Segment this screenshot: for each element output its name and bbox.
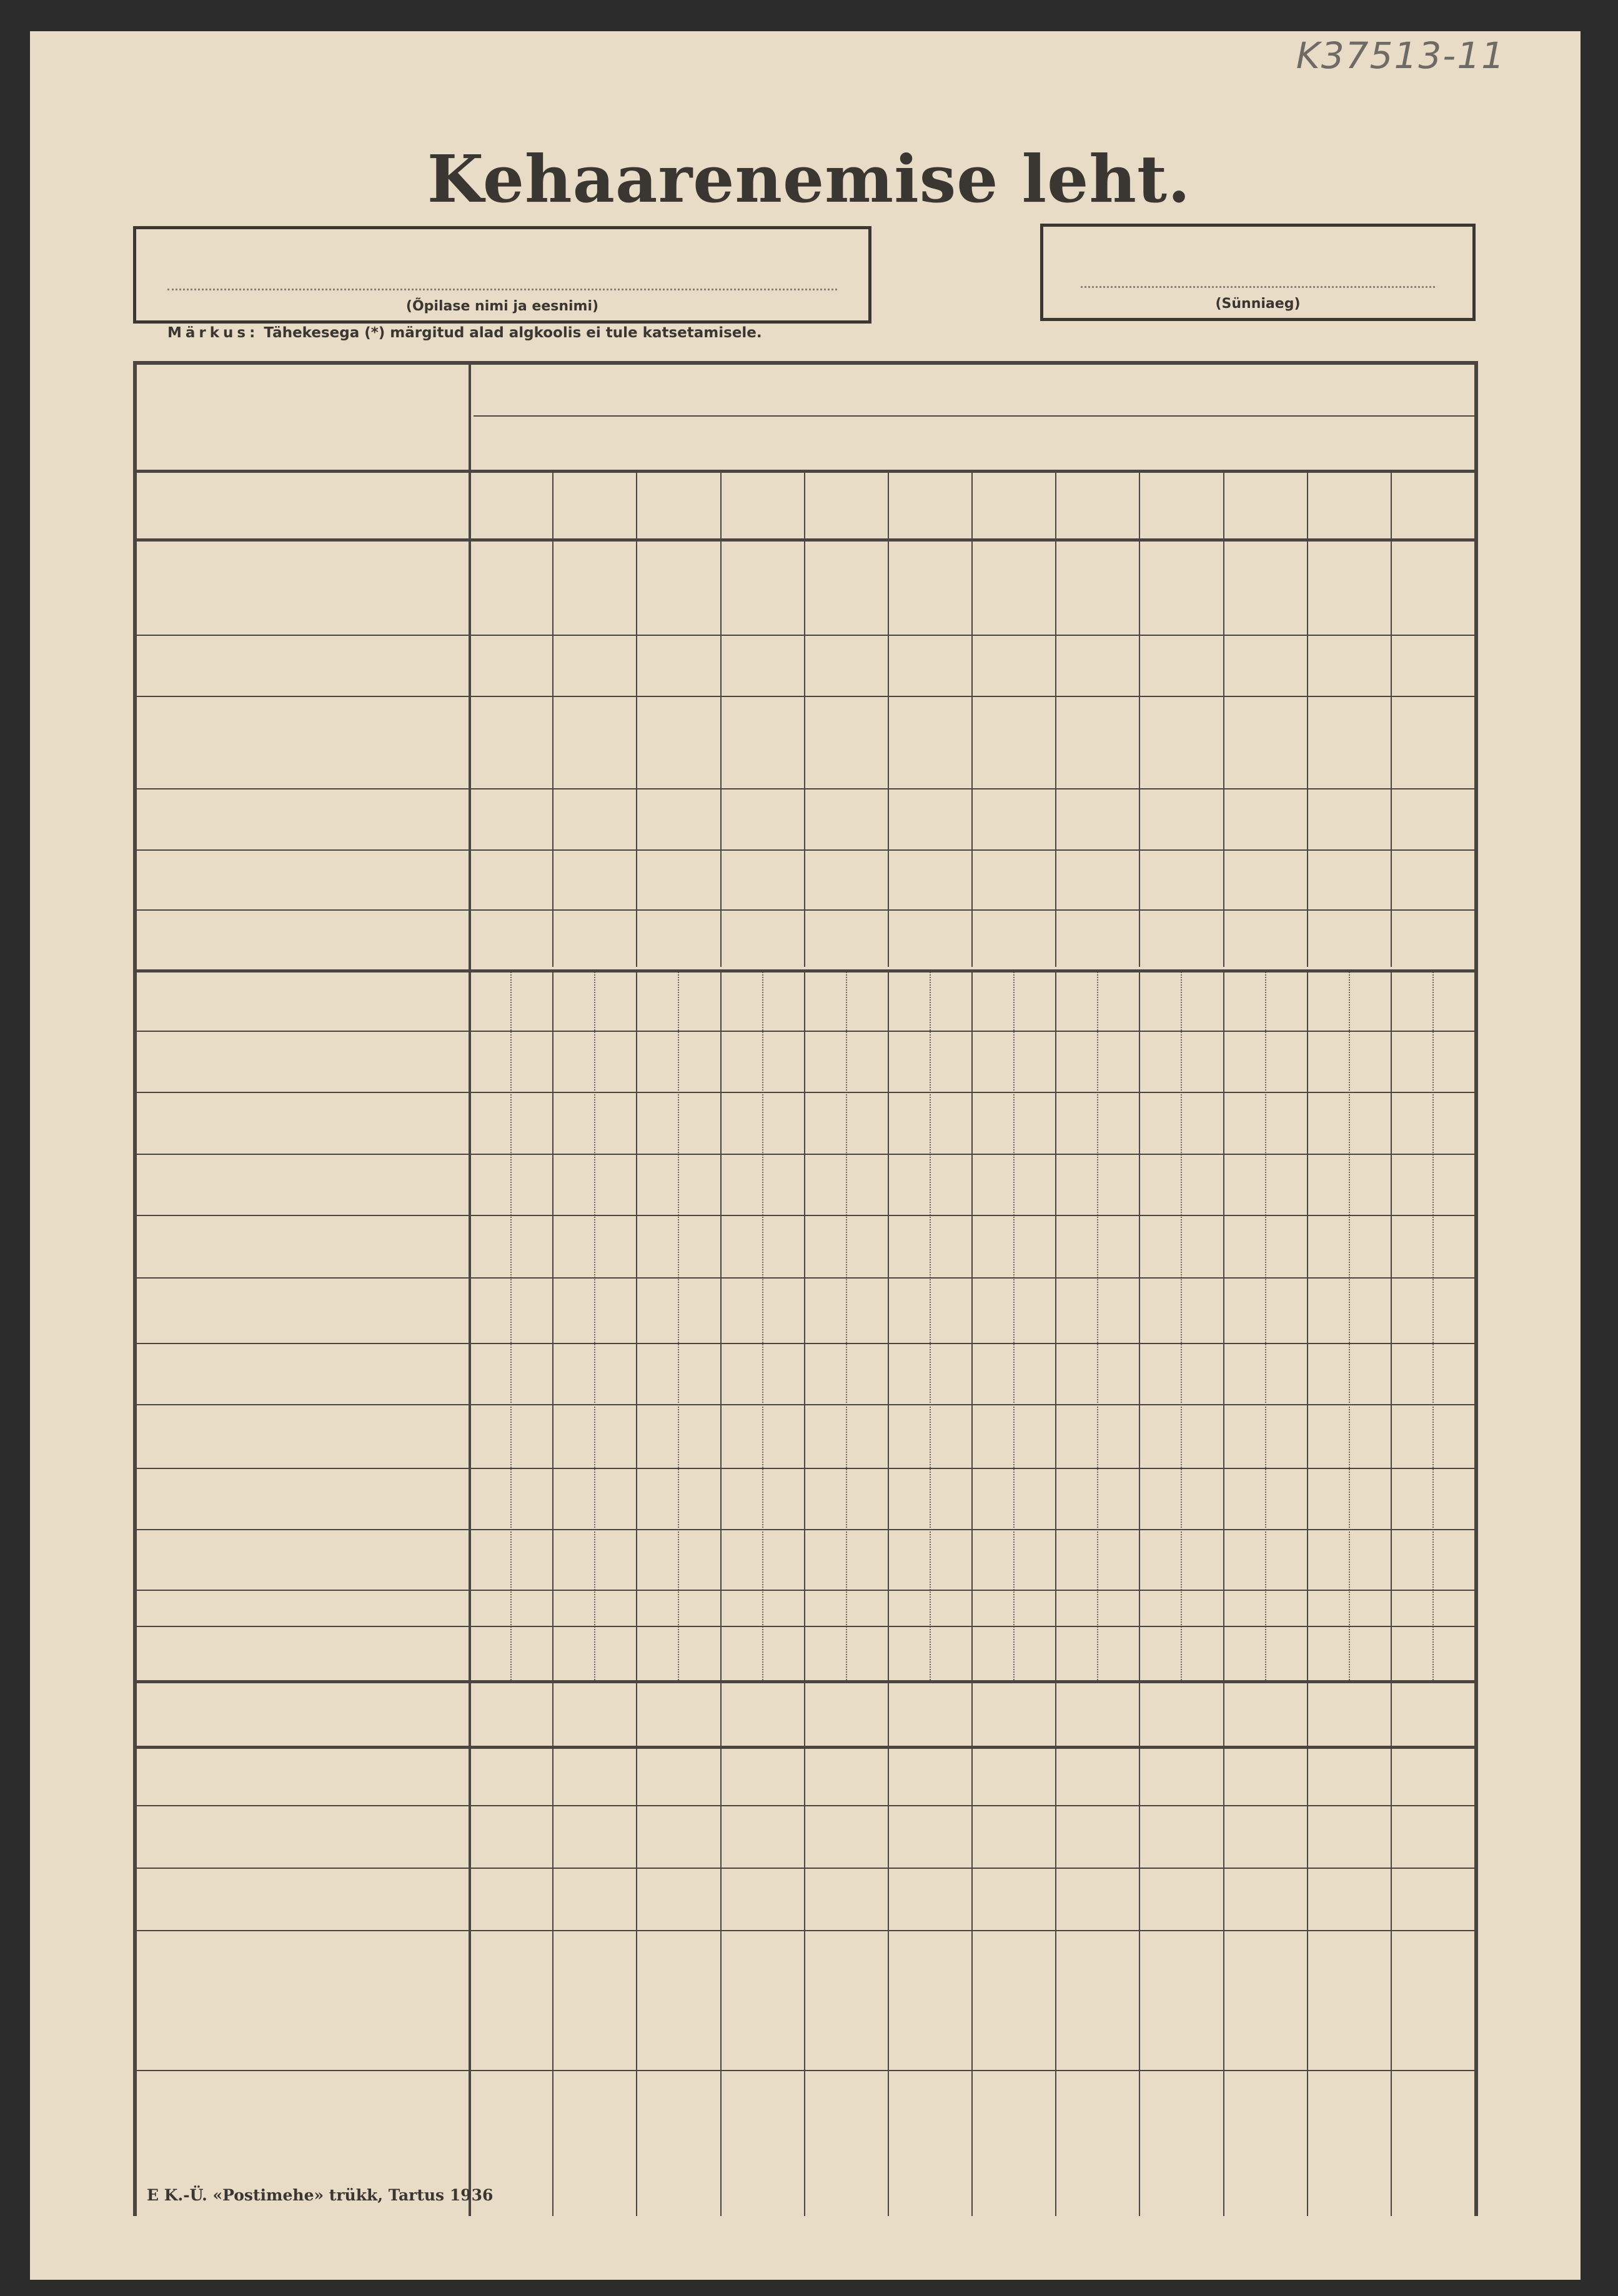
dotted-subcolumn-rule: [1181, 969, 1182, 1680]
row-rule: [133, 1031, 1474, 1032]
row-rule: [133, 1404, 1474, 1405]
row-rule: [133, 909, 1474, 911]
table-left-border: [133, 361, 137, 2216]
archive-id: K37513-11: [1296, 34, 1506, 77]
remark-note: [167, 325, 762, 341]
value-column-rule: [636, 470, 637, 967]
birth-date-box[interactable]: [1040, 224, 1476, 321]
section-rule: [133, 969, 1478, 972]
row-rule: [133, 1930, 1474, 1931]
value-column-rule: [971, 969, 973, 1680]
dotted-writing-line: [474, 415, 1474, 417]
dotted-subcolumn-rule: [594, 969, 595, 1680]
value-column-rule: [552, 969, 553, 1680]
value-column-rule: [1391, 1680, 1392, 2216]
paper-sheet: [30, 31, 1581, 2280]
row-rule: [133, 1215, 1474, 1216]
row-rule: [133, 1626, 1474, 1627]
value-column-rule: [1139, 1680, 1140, 2216]
dotted-subcolumn-rule: [762, 969, 763, 1680]
dotted-subcolumn-rule: [510, 969, 512, 1680]
row-rule: [133, 788, 1474, 789]
value-column-rule: [971, 470, 973, 967]
value-column-rule: [888, 1680, 889, 2216]
value-column-rule: [720, 1680, 722, 2216]
dotted-subcolumn-rule: [1097, 969, 1098, 1680]
printer-footer: E K.-Ü. «Postimehe» trükk, Tartus 1936: [147, 2186, 494, 2204]
row-rule: [133, 1468, 1474, 1469]
row-rule: [133, 849, 1474, 851]
value-column-rule: [804, 969, 805, 1680]
value-column-rule: [1055, 969, 1056, 1680]
value-column-rule: [1055, 1680, 1056, 2216]
value-column-rule: [971, 1680, 973, 2216]
row-rule: [133, 2070, 1474, 2071]
value-column-rule: [1307, 1680, 1308, 2216]
row-rule: [133, 696, 1474, 697]
value-column-rule: [552, 1680, 553, 2216]
value-column-rule: [720, 470, 722, 967]
row-rule: [133, 1590, 1474, 1591]
value-column-rule: [888, 470, 889, 967]
name-caption: (Õpilase nimi ja eesnimi): [405, 299, 599, 314]
value-column-rule: [804, 470, 805, 967]
value-column-rule: [1307, 969, 1308, 1680]
student-name-box[interactable]: [133, 226, 871, 324]
row-rule: [133, 1277, 1474, 1279]
dotted-subcolumn-rule: [678, 969, 679, 1680]
birth-caption: (Sünniaeg): [1215, 296, 1301, 312]
name-dotted-line: [167, 289, 837, 290]
page-title: Kehaarenemise leht.: [427, 141, 1191, 217]
row-rule: [133, 1092, 1474, 1093]
value-column-rule: [552, 470, 553, 967]
section-rule: [133, 470, 1478, 473]
table-right-border: [1474, 361, 1478, 2216]
value-column-rule: [888, 969, 889, 1680]
value-column-rule: [1391, 969, 1392, 1680]
value-column-rule: [804, 1680, 805, 2216]
dotted-subcolumn-rule: [1013, 969, 1015, 1680]
table-top-border: [133, 361, 1478, 365]
dotted-subcolumn-rule: [1265, 969, 1266, 1680]
remark-prefix: Märkus:: [167, 325, 259, 341]
value-column-rule: [1055, 470, 1056, 967]
row-rule: [133, 1529, 1474, 1530]
row-rule: [133, 1154, 1474, 1155]
dotted-subcolumn-rule: [1349, 969, 1350, 1680]
row-rule: [133, 1805, 1474, 1806]
value-column-rule: [1307, 470, 1308, 967]
value-column-rule: [1223, 1680, 1224, 2216]
value-column-rule: [720, 969, 722, 1680]
section-rule: [133, 1746, 1478, 1749]
value-column-rule: [636, 1680, 637, 2216]
dotted-subcolumn-rule: [1432, 969, 1434, 1680]
value-column-rule: [1223, 969, 1224, 1680]
row-rule: [133, 635, 1474, 636]
row-rule: [133, 1343, 1474, 1344]
section-rule: [133, 1680, 1478, 1683]
value-column-rule: [1139, 969, 1140, 1680]
birth-dotted-line: [1081, 286, 1435, 288]
dotted-subcolumn-rule: [846, 969, 847, 1680]
value-column-rule: [1223, 470, 1224, 967]
row-rule: [133, 1868, 1474, 1869]
section-rule: [133, 538, 1478, 542]
value-column-rule: [1391, 470, 1392, 967]
label-column-border: [469, 361, 471, 2216]
value-column-rule: [636, 969, 637, 1680]
remark-text: Tähekesega (*) märgitud alad algkoolis ei tule katsetamisele.: [264, 325, 762, 341]
value-column-rule: [1139, 470, 1140, 967]
dotted-subcolumn-rule: [930, 969, 931, 1680]
